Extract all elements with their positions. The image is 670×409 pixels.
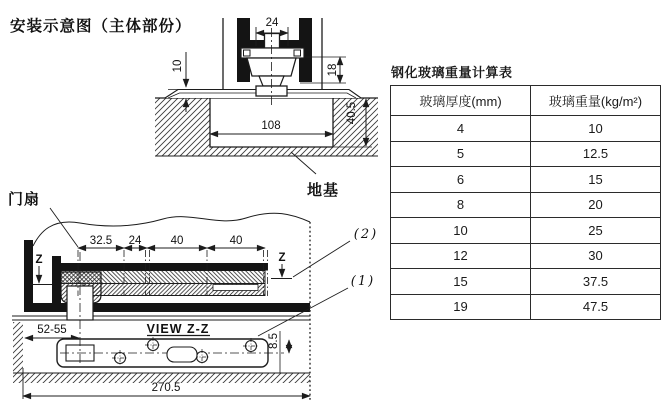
dim-32-5-label: 32.5	[89, 235, 113, 247]
spindle-top	[265, 34, 280, 49]
dim-24-label: 24	[265, 17, 279, 29]
glass-weight-table	[390, 85, 661, 320]
table-row	[391, 141, 661, 167]
bottom-section-view	[8, 190, 378, 400]
table-header-row	[391, 86, 661, 116]
thickness-value: 12	[391, 243, 531, 269]
weight-value: 10	[531, 116, 661, 142]
callout-2-label: (2)	[353, 227, 379, 242]
door-leaf-label: 门扇	[8, 191, 41, 208]
slot-hole	[167, 347, 197, 362]
thickness-value: 4	[391, 116, 531, 142]
glass-table-title: 钢化玻璃重量计算表	[391, 65, 513, 80]
table-row	[391, 116, 661, 142]
table-row	[391, 167, 661, 193]
table-row	[391, 294, 661, 320]
wall-hatch	[13, 322, 23, 383]
thickness-value: 15	[391, 269, 531, 295]
weight-value: 30	[531, 243, 661, 269]
dim-10-label: 10	[172, 59, 184, 73]
weight-value: 20	[531, 192, 661, 218]
weight-value: 37.5	[531, 269, 661, 295]
table-row	[391, 218, 661, 244]
thickness-value: 8	[391, 192, 531, 218]
z-marker-left: Z	[35, 254, 43, 266]
thickness-value: 19	[391, 294, 531, 320]
callout-1-label: (1)	[350, 274, 376, 289]
table-row	[391, 269, 661, 295]
dim-40a-label: 40	[170, 235, 184, 247]
table-row	[391, 243, 661, 269]
dim-8-5-label: 8.5	[268, 333, 280, 349]
dim-18-label: 18	[327, 63, 339, 77]
dim-40-5-label: 40.5	[346, 101, 358, 125]
thickness-value: 6	[391, 167, 531, 193]
z-marker-right: Z	[278, 252, 286, 264]
col-header-weight: 玻璃重量(kg/m²)	[531, 86, 661, 116]
dim-40b-label: 40	[229, 235, 243, 247]
col-header-thickness: 玻璃厚度(mm)	[391, 86, 531, 116]
thickness-value: 5	[391, 141, 531, 167]
dim-270-5-label: 270.5	[151, 382, 181, 394]
thickness-value: 10	[391, 218, 531, 244]
weight-value: 12.5	[531, 141, 661, 167]
main-title: 安装示意图（主体部份）	[10, 18, 192, 35]
table-row	[391, 192, 661, 218]
weight-value: 47.5	[531, 294, 661, 320]
dim-52-55-label: 52-55	[37, 324, 67, 336]
top-section-view	[155, 17, 378, 199]
dim-108-label: 108	[261, 120, 281, 132]
weight-value: 15	[531, 167, 661, 193]
weight-value: 25	[531, 218, 661, 244]
view-zz-label: VIEW Z-Z	[146, 322, 210, 336]
dim-24b-label: 24	[128, 235, 142, 247]
foundation-label: 地基	[307, 182, 340, 199]
